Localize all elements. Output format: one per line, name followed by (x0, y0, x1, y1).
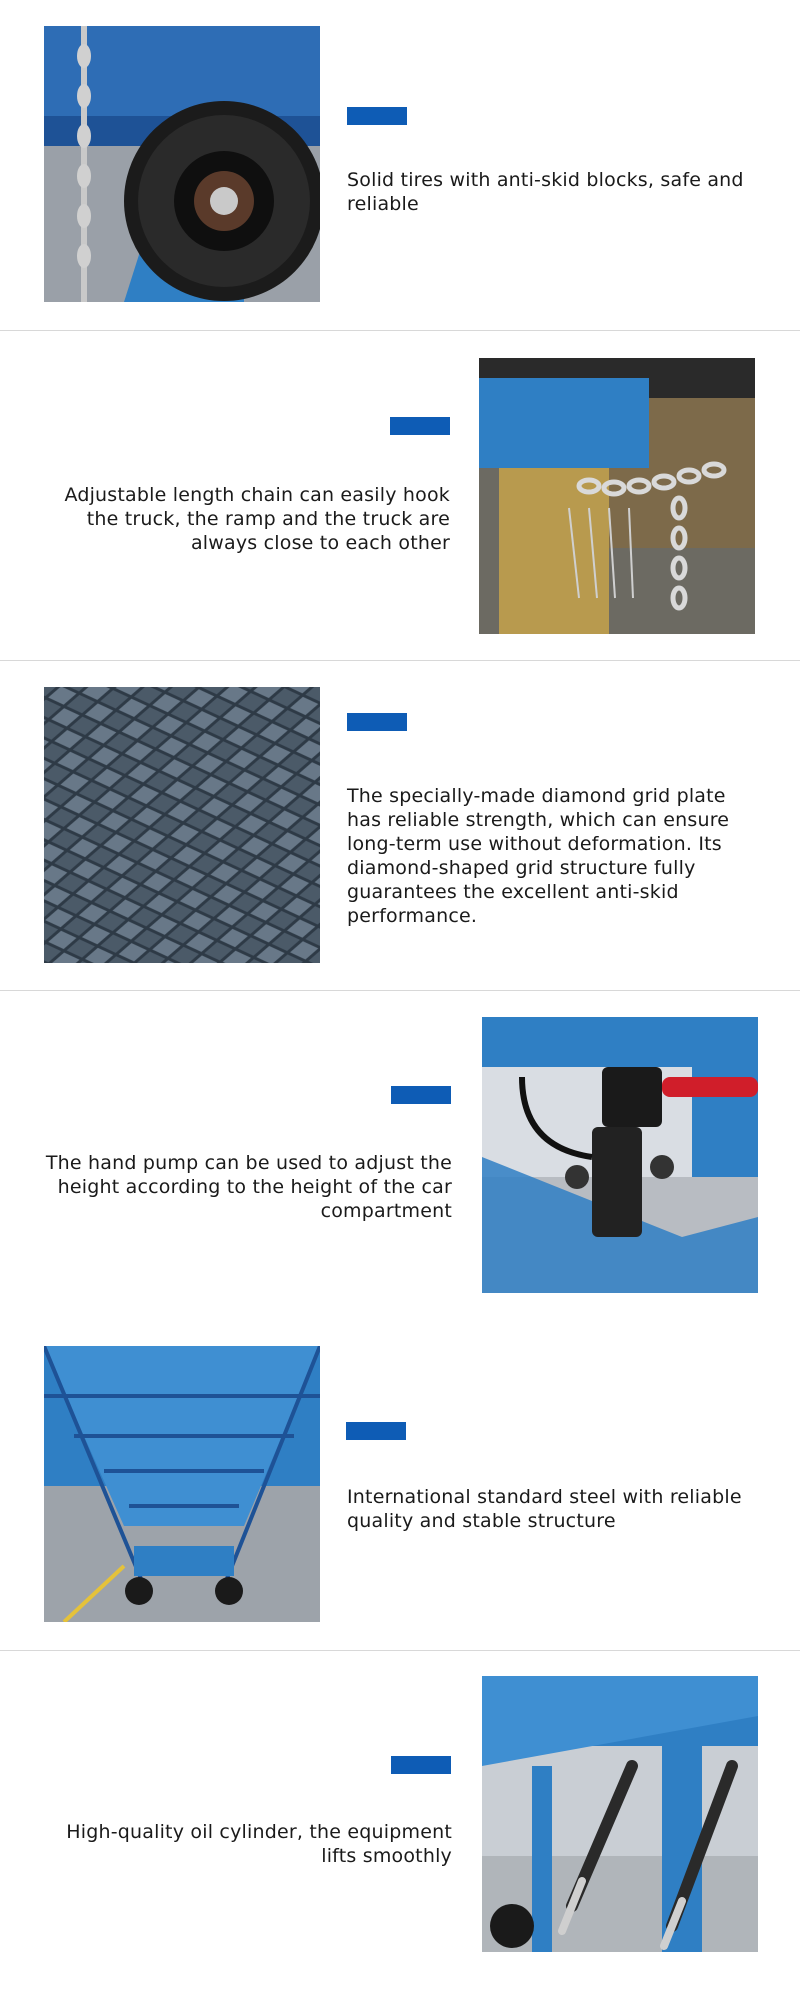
chain-hook-photo (479, 358, 755, 634)
feature-description: Adjustable length chain can easily hook the truck, the ramp and the truck are always close to each other (64, 484, 450, 554)
feature-description: The specially-made diamond grid plate has reliable strength, which can ensure long-term use without deformation. Its diamond-shaped grid structure fully guarantees the excellent anti-skid performance. (347, 785, 730, 927)
accent-bar (347, 107, 407, 125)
feature-section-grid (0, 661, 800, 990)
accent-bar (391, 1756, 451, 1774)
accent-bar (391, 1086, 451, 1104)
steel-frame-underside-photo (44, 1346, 320, 1622)
feature-description: International standard steel with reliable quality and stable structure (347, 1486, 742, 1532)
feature-section-tire (0, 0, 800, 330)
feature-section-pump (0, 991, 800, 1330)
feature-section-steel (0, 1330, 800, 1650)
feature-section-cylinder (0, 1651, 800, 2000)
feature-section-chain (0, 331, 800, 660)
accent-bar (347, 713, 407, 731)
feature-description: Solid tires with anti-skid blocks, safe and reliable (347, 169, 744, 215)
solid-tire-photo (44, 26, 320, 302)
diamond-grid-plate-photo (44, 687, 320, 963)
accent-bar (390, 417, 450, 435)
feature-description: The hand pump can be used to adjust the height according to the height of the car compartment (45, 1152, 452, 1222)
accent-bar (346, 1422, 406, 1440)
oil-cylinder-photo (482, 1676, 758, 1952)
feature-description: High-quality oil cylinder, the equipment lifts smoothly (66, 1821, 452, 1867)
hand-pump-photo (482, 1017, 758, 1293)
